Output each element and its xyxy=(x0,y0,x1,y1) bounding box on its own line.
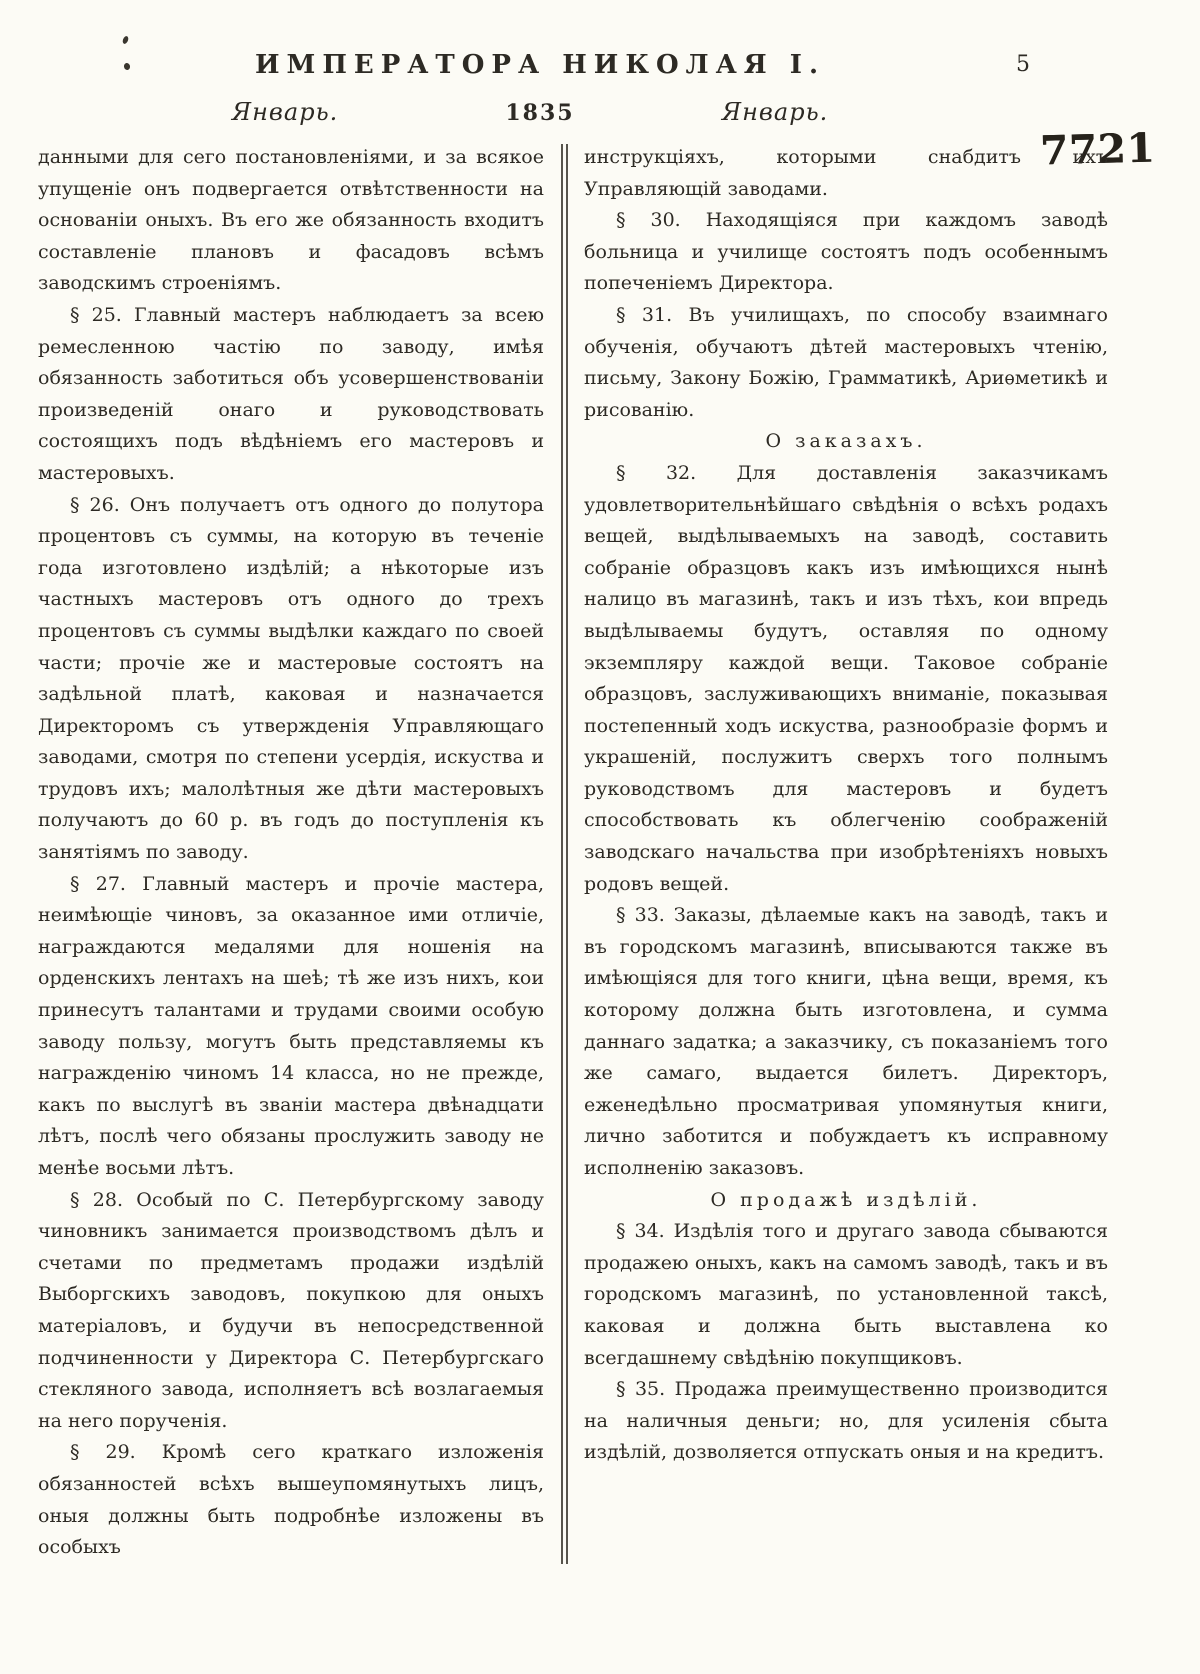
page-number: 5 xyxy=(1016,52,1030,77)
left-column xyxy=(38,142,544,1564)
section-heading: О заказахъ. xyxy=(765,430,927,453)
section-heading: О продажѣ издѣлій. xyxy=(710,1188,982,1211)
continuation-paragraph: данными для сего постановленіями, и за всякое упущеніе онъ подвергается отвѣтственности на основаніи оныхъ. Въ его же обязанность входитъ составленіе плановъ и фасадовъ всѣмъ заводскимъ строеніямъ. xyxy=(38,146,544,295)
body-paragraph: § 29. Кромѣ сего краткаго изложенія обязанностей всѣхъ вышеупомянутыхъ лицъ, оныя должны быть подробнѣе изложены въ особыхъ xyxy=(38,1441,544,1559)
dateline-month-right: Январь. xyxy=(721,98,829,126)
column-divider-rule xyxy=(561,144,568,1564)
dateline-month-left: Январь. xyxy=(231,98,339,126)
handwritten-archive-number: 7721 xyxy=(1039,124,1156,175)
body-paragraph: § 27. Главный мастеръ и прочіе мастера, неимѣющіе чиновъ, за оказанное ими отличіе, награждаются медалями для ношенія на орденскихъ лентахъ на шеѣ; тѣ же изъ нихъ, кои принесутъ талантами и трудами своими особую заводу пользу, могутъ быть представляемы къ награжденію чиномъ 14 класса, но не прежде, какъ по выслугѣ въ званіи мастера двѣнадцати лѣтъ, послѣ чего обязаны прослужить заводу не менѣе восьми лѣтъ. xyxy=(38,872,544,1179)
body-paragraph: § 30. Находящіяся при каждомъ заводѣ больница и училище состоятъ подъ особеннымъ попеченіемъ Директора. xyxy=(584,209,1108,295)
body-paragraph: § 26. Онъ получаетъ отъ одного до полутора процентовъ съ суммы, на которую въ теченіе года изготовлено издѣлій; а нѣкоторые изъ частныхъ мастеровъ отъ одного до трехъ процентовъ съ суммы выдѣлки каждаго по своей части; прочіе же и мастеровые состоятъ на задѣльной платѣ, каковая и назначается Директоромъ съ утвержденія Управляющаго заводами, смотря по степени усердія, искуства и трудовъ ихъ; малолѣтныя же дѣти мастеровыхъ получаютъ до 60 р. въ годъ до поступленія къ занятіямъ по заводу. xyxy=(38,493,544,864)
body-paragraph: § 31. Въ училищахъ, по способу взаимнаго обученія, обучаютъ дѣтей мастеровыхъ чтенію, письму, Закону Божію, Грамматикѣ, Ариѳметикѣ и рисованію. xyxy=(584,303,1108,421)
body-paragraph: § 25. Главный мастеръ наблюдаетъ за всею ремесленною частію по заводу, имѣя обязанность заботиться объ усовершенствованіи произведеній онаго и руководствовать состоящихъ подъ вѣдѣніемъ его мастеровъ и мастеровыхъ. xyxy=(38,303,544,484)
body-paragraph: § 32. Для доставленія заказчикамъ удовлетворительнѣйшаго свѣдѣнія о всѣхъ родахъ вещей, выдѣлываемыхъ на заводѣ, составить собраніе образцовъ какъ изъ имѣющихся нынѣ налицо въ магазинѣ, такъ и изъ тѣхъ, кои впредь выдѣлываемы будутъ, оставляя по одному экземпляру каждой вещи. Таковое собраніе образцовъ, заслуживающихъ вниманіе, показывая постепенный ходъ искуства, разнообразіе формъ и украшеній, послужитъ сверхъ того полнымъ руководствомъ для мастеровъ и будетъ способствовать къ облегченію соображеній заводскаго начальства при изобрѣтеніяхъ новыхъ родовъ вещей. xyxy=(584,461,1108,895)
body-paragraph: § 28. Особый по С. Петербургскому заводу чиновникъ занимается производствомъ дѣлъ и счетами по предметамъ продажи издѣлій Выборгскихъ заводовъ, покупкою для оныхъ матеріаловъ, и будучи въ непосредственной подчиненности у Директора С. Петербургскаго стекляного завода, исполняетъ всѣ возлагаемыя на него порученія. xyxy=(38,1188,544,1432)
body-paragraph: § 33. Заказы, дѣлаемые какъ на заводѣ, такъ и въ городскомъ магазинѣ, вписываются также въ имѣющіяся для того книги, цѣна вещи, время, къ которому должна быть изготовлена, и сумма даннаго задатка; а заказчику, съ показаніемъ того же самаго, выдается билетъ. Директоръ, еженедѣльно просматривая упомянутыя книги, лично заботится и побуждаетъ къ исправному исполненію заказовъ. xyxy=(584,904,1108,1179)
continuation-paragraph: инструкціяхъ, которыми снабдитъ ихъ Управляющій заводами. xyxy=(584,146,1108,200)
text-body xyxy=(38,142,1108,1564)
page-title: ИМПЕРАТОРА НИКОЛАЯ I. xyxy=(254,50,825,80)
body-paragraph: § 34. Издѣлія того и другаго завода сбываются продажею оныхъ, какъ на самомъ заводѣ, такъ и въ городскомъ магазинѣ, по установленной таксѣ, каковая и должна быть выставлена ко всегдашнему свѣдѣнію покупщиковъ. xyxy=(584,1220,1108,1369)
right-column xyxy=(584,142,1108,1564)
dateline-year: 1835 xyxy=(505,100,575,126)
body-paragraph: § 35. Продажа преимущественно производится на наличныя деньги; но, для усиленія сбыта издѣлій, дозволяется отпускать оныя и на кредитъ. xyxy=(584,1378,1108,1464)
scan-speck xyxy=(122,35,130,44)
